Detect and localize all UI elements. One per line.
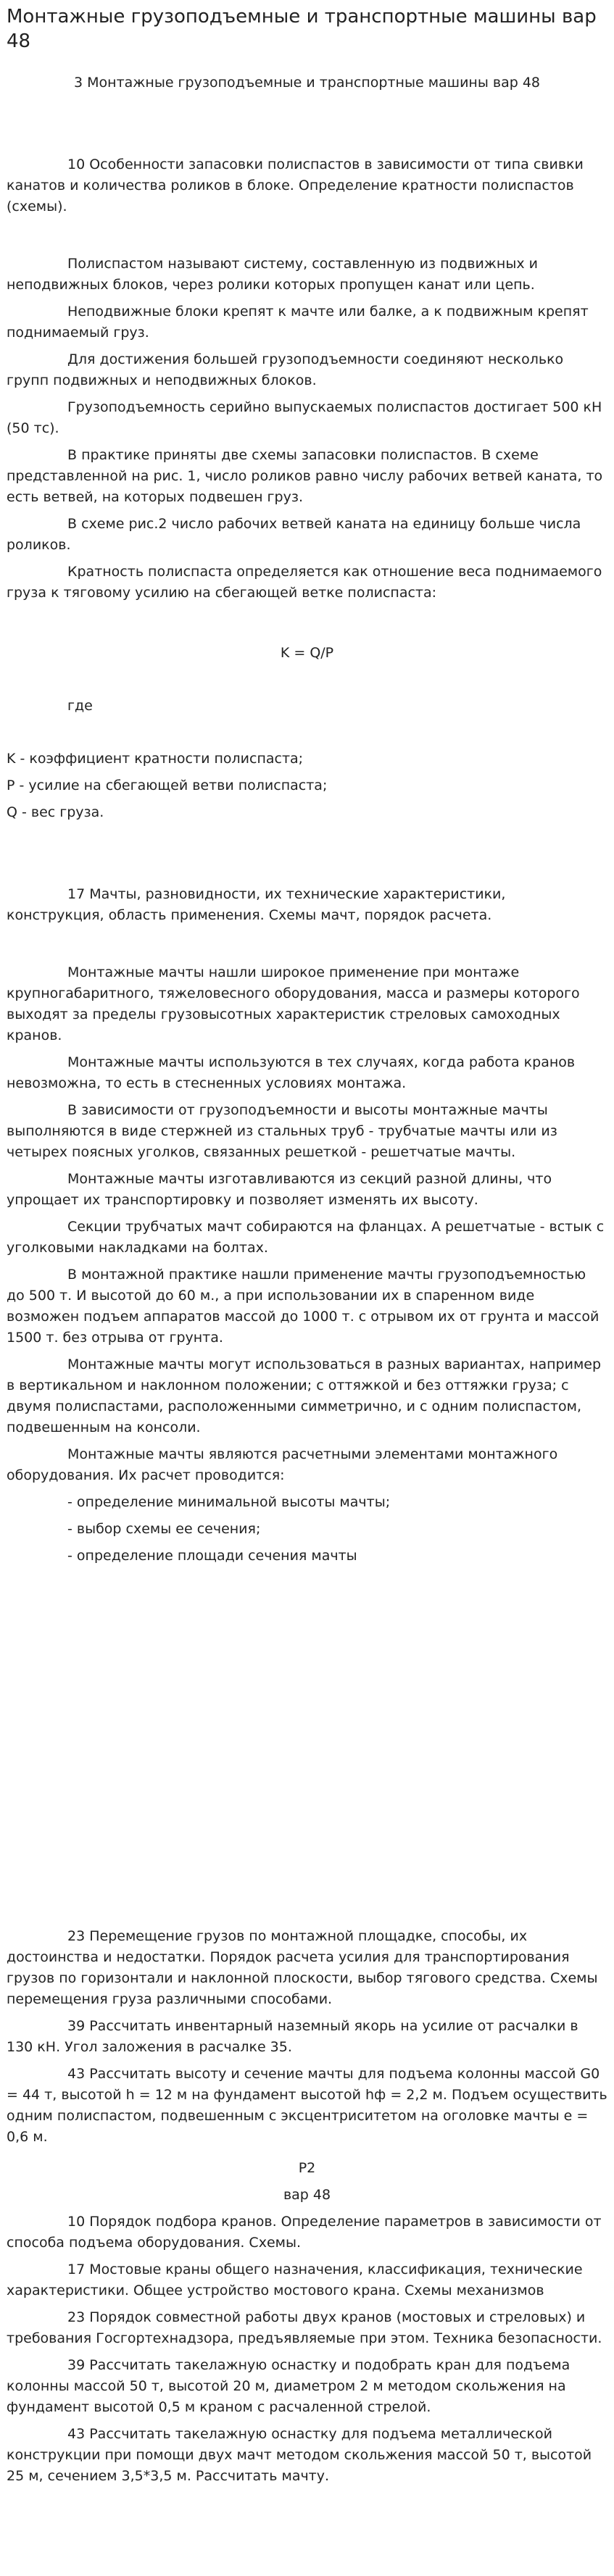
paragraph: Монтажные мачты являются расчетными элементами монтажного оборудования. Их расчет проводится: [7, 1446, 558, 1483]
section-label-p2: P2 [298, 2160, 316, 2176]
paragraph: Монтажные мачты могут использоваться в разных вариантах, например в вертикальном и наклонном положении; с оттяжкой и без оттяжки груза; с двумя полиспастами, расположенными симметрично, и с одним полиспастом, подвешенным на консоли. [7, 1356, 602, 1435]
paragraph: В практике приняты две схемы запасовки полиспастов. В схеме представленной на рис. 1, число роликов равно числу рабочих ветвей каната, то есть ветвей, на которых подвешен груз. [7, 447, 603, 505]
paragraph: Монтажные мачты нашли широкое применение при монтаже крупногабаритного, тяжеловесного оборудования, масса и размеры которого выходят за пределы грузовысотных характеристик стреловых самоходных кранов. [7, 964, 580, 1043]
question-b23-heading: 23 Порядок совместной работы двух кранов (мостовых и стреловых) и требования Госгортехнадзора, предъявляемые при этом. Техника безопасности. [7, 2309, 602, 2346]
question-17-heading: 17 Мачты, разновидности, их технические характеристики, конструкция, область применения. Схемы мачт, порядок расчета. [7, 886, 506, 923]
definition-p: P - усилие на сбегающей ветви полиспаста; [7, 778, 328, 793]
paragraph: Секции трубчатых мачт собираются на фланцах. А решетчатые - встык с уголковыми накладками на болтах. [7, 1219, 605, 1256]
question-43-heading: 43 Рассчитать высоту и сечение мачты для подъема колонны массой G0 = 44 т, высотой h = 12 м на фундамент высотой hф = 2,2 м. Подъем осуществить одним полиспастом, подвешенным с эксцентриситетом на оголовке мачты e = 0,6 м. [7, 2066, 607, 2145]
list-item: - определение площади сечения мачты [67, 1548, 357, 1564]
document-page [0, 4, 614, 2487]
paragraph: Неподвижные блоки крепят к мачте или балке, а к подвижным крепят поднимаемый груз. [7, 304, 589, 341]
question-b43-heading: 43 Рассчитать такелажную оснастку для подъема металлической конструкции при помощи двух мачт методом скольжения массой 50 т, высотой 25 м, сечением 3,5*3,5 м. Рассчитать мачту. [7, 2426, 592, 2484]
list-item: - выбор схемы ее сечения; [67, 1521, 261, 1537]
definition-k: K - коэффициент кратности полиспаста; [7, 751, 304, 767]
paragraph: В монтажной практике нашли применение мачты грузоподъемностью до 500 т. И высотой до 60 м., а при использовании их в спаренном виде возможен подъем аппаратов массой до 1000 т. с отрывом их от грунта и массой 1500 т. без отрыва от грунта. [7, 1267, 600, 1346]
document-subtitle: 3 Монтажные грузоподъемные и транспортные машины вар 48 [74, 75, 540, 91]
question-39-heading: 39 Рассчитать инвентарный наземный якорь на усилие от расчалки в 130 кН. Угол заложения в расчалке 35. [7, 2018, 578, 2055]
question-b17-heading: 17 Мостовые краны общего назначения, классификация, технические характеристики. Общее устройство мостового крана. Схемы механизмов [7, 2262, 583, 2298]
question-b39-heading: 39 Рассчитать такелажную оснастку и подобрать кран для подъема колонны массой 50 т, высотой 20 м, диаметром 2 м методом скольжения на фундамент высотой 0,5 м краном с расчаленной стрелой. [7, 2357, 571, 2415]
page-title: Монтажные грузоподъемные и транспортные машины вар 48 [7, 6, 597, 52]
formula: K = Q/P [280, 645, 334, 661]
paragraph: Для достижения большей грузоподъемности соединяют несколько групп подвижных и неподвижных блоков. [7, 351, 564, 388]
list-item: - определение минимальной высоты мачты; [67, 1494, 391, 1510]
where-label: где [67, 698, 93, 714]
paragraph: В зависимости от грузоподъемности и высоты монтажные мачты выполняются в виде стержней из стальных труб - трубчатые мачты или из четырех поясных уголков, связанных решеткой - решетчатые мачты. [7, 1102, 557, 1160]
question-b10-heading: 10 Порядок подбора кранов. Определение параметров в зависимости от способа подъема оборудования. Схемы. [7, 2214, 602, 2251]
definition-q: Q - вес груза. [7, 804, 104, 820]
paragraph: В схеме рис.2 число рабочих ветвей каната на единицу больше числа роликов. [7, 516, 581, 553]
paragraph: Полиспастом называют систему, составленную из подвижных и неподвижных блоков, через ролики которых пропущен канат или цепь. [7, 256, 538, 293]
variant-label: вар 48 [283, 2187, 331, 2203]
question-10-heading: 10 Особенности запасовки полиспастов в зависимости от типа свивки канатов и количества роликов в блоке. Определение кратности полиспастов (схемы). [7, 157, 584, 214]
paragraph: Монтажные мачты изготавливаются из секций разной длины, что упрощает их транспортировку и позволяет изменять их высоту. [7, 1171, 552, 1208]
question-23-heading: 23 Перемещение грузов по монтажной площадке, способы, их достоинства и недостатки. Порядок расчета усилия для транспортирования грузов по горизонтали и наклонной плоскости, выбор тягового средства. Схемы перемещения груза различными способами. [7, 1928, 598, 2007]
paragraph: Кратность полиспаста определяется как отношение веса поднимаемого груза к тяговому усилию на сбегающей ветке полиспаста: [7, 564, 602, 601]
paragraph: Грузоподъемность серийно выпускаемых полиспастов достигает 500 кН (50 тс). [7, 399, 602, 436]
paragraph: Монтажные мачты используются в тех случаях, когда работа кранов невозможна, то есть в стесненных условиях монтажа. [7, 1054, 576, 1091]
